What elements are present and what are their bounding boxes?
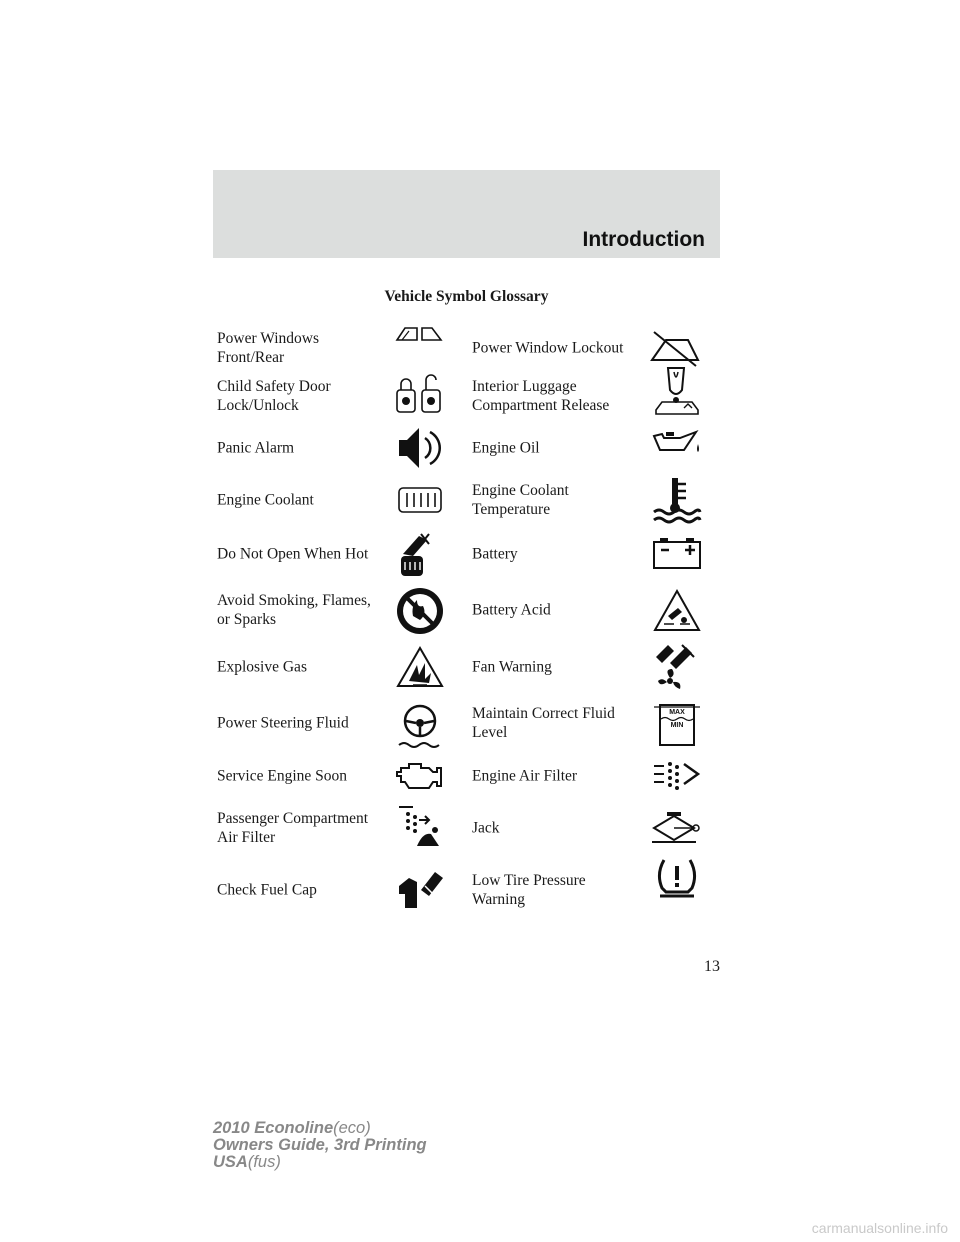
entry-label: Avoid Smoking, Flames, or Sparks — [217, 592, 371, 628]
entry-label: Panic Alarm — [217, 439, 295, 457]
glossary-entry-panic-alarm — [217, 418, 467, 478]
entry-label: Power Steering Fluid — [217, 714, 349, 732]
power-windows-icon — [395, 320, 445, 350]
glossary-entry-battery-acid — [472, 580, 722, 640]
explosive-gas-icon — [395, 645, 445, 689]
glossary-entry-air-filter — [472, 746, 722, 806]
entry-label: Battery Acid — [472, 601, 551, 619]
fluid-level-icon — [652, 703, 702, 747]
entry-label: Low Tire Pressure Warning — [472, 872, 586, 908]
footer — [213, 1120, 427, 1171]
fuel-cap-icon — [395, 864, 447, 916]
footer-line-model — [213, 1120, 427, 1137]
glossary-entry-explosive-gas — [217, 637, 467, 697]
glossary-entry-engine-coolant — [217, 470, 467, 530]
jack-icon — [650, 810, 702, 846]
glossary-entry-fuel-cap — [217, 860, 467, 920]
entry-label: Maintain Correct Fluid Level — [472, 705, 615, 741]
panic-alarm-icon — [395, 424, 445, 472]
battery-acid-icon — [652, 588, 702, 634]
coolant-temp-icon — [650, 476, 702, 526]
do-not-open-hot-icon — [395, 530, 445, 580]
entry-label: Engine Coolant Temperature — [472, 482, 569, 518]
glossary-entry-tire-pressure — [472, 860, 722, 920]
glossary-entry-battery — [472, 524, 722, 584]
glossary-entry-fluid-level — [472, 693, 722, 753]
glossary-entry-coolant-temp — [472, 470, 722, 530]
watermark: carmanualsonline.info — [811, 1220, 948, 1236]
glossary-entry-trunk-release — [472, 366, 722, 426]
footer-line-guide — [213, 1137, 427, 1154]
engine-coolant-icon — [395, 484, 445, 516]
entry-label: Jack — [472, 819, 500, 837]
max-mark: MAX — [669, 709, 685, 716]
page-number: 13 — [704, 958, 720, 975]
footer-region: USA — [213, 1153, 248, 1171]
entry-label: Engine Oil — [472, 439, 540, 457]
entry-label: Service Engine Soon — [217, 767, 348, 785]
glossary-entry-cabin-air-filter — [217, 798, 467, 858]
entry-label: Power Windows Front/Rear — [217, 330, 319, 366]
glossary-entry-no-smoking — [217, 580, 467, 640]
footer-guide: Owners Guide, 3rd Printing — [213, 1136, 427, 1154]
entry-label: Engine Air Filter — [472, 767, 578, 785]
section-title: Introduction — [582, 228, 705, 251]
entry-label: Explosive Gas — [217, 658, 307, 676]
footer-model-code: (eco) — [333, 1119, 371, 1137]
air-filter-icon — [652, 758, 702, 792]
entry-label: Check Fuel Cap — [217, 881, 317, 899]
min-mark: MIN — [670, 722, 684, 729]
footer-model: 2010 Econoline — [213, 1119, 334, 1137]
entry-label: Fan Warning — [472, 658, 552, 676]
entry-label: Battery — [472, 545, 518, 563]
entry-label: Interior Luggage Compartment Release — [472, 378, 610, 414]
footer-line-region — [213, 1154, 427, 1171]
entry-label: Engine Coolant — [217, 491, 314, 509]
footer-region-code: (fus) — [247, 1153, 281, 1171]
entry-label: Power Window Lockout — [472, 339, 624, 357]
oil-can-icon — [650, 428, 704, 460]
no-smoking-icon — [393, 584, 447, 638]
cabin-air-filter-icon — [395, 802, 447, 856]
child-lock-icon — [395, 374, 445, 418]
entry-label: Do Not Open When Hot — [217, 545, 369, 563]
engine-icon — [395, 758, 447, 792]
glossary-entry-child-lock — [217, 366, 467, 426]
glossary-entry-jack — [472, 798, 722, 858]
header-band — [213, 170, 720, 258]
glossary-entry-fan-warning — [472, 637, 722, 697]
tire-pressure-icon — [654, 856, 700, 900]
entry-label: Child Safety Door Lock/Unlock — [217, 378, 331, 414]
entry-label: Passenger Compartment Air Filter — [217, 810, 369, 846]
fan-warning-icon — [650, 641, 700, 695]
glossary-entry-engine-oil — [472, 418, 722, 478]
glossary-entry-service-engine — [217, 746, 467, 806]
glossary-entry-steering-fluid — [217, 693, 467, 753]
battery-icon — [652, 536, 702, 570]
trunk-release-icon — [654, 364, 700, 420]
glossary-title: Vehicle Symbol Glossary — [384, 288, 549, 305]
glossary-entry-do-not-open-hot — [217, 524, 467, 584]
